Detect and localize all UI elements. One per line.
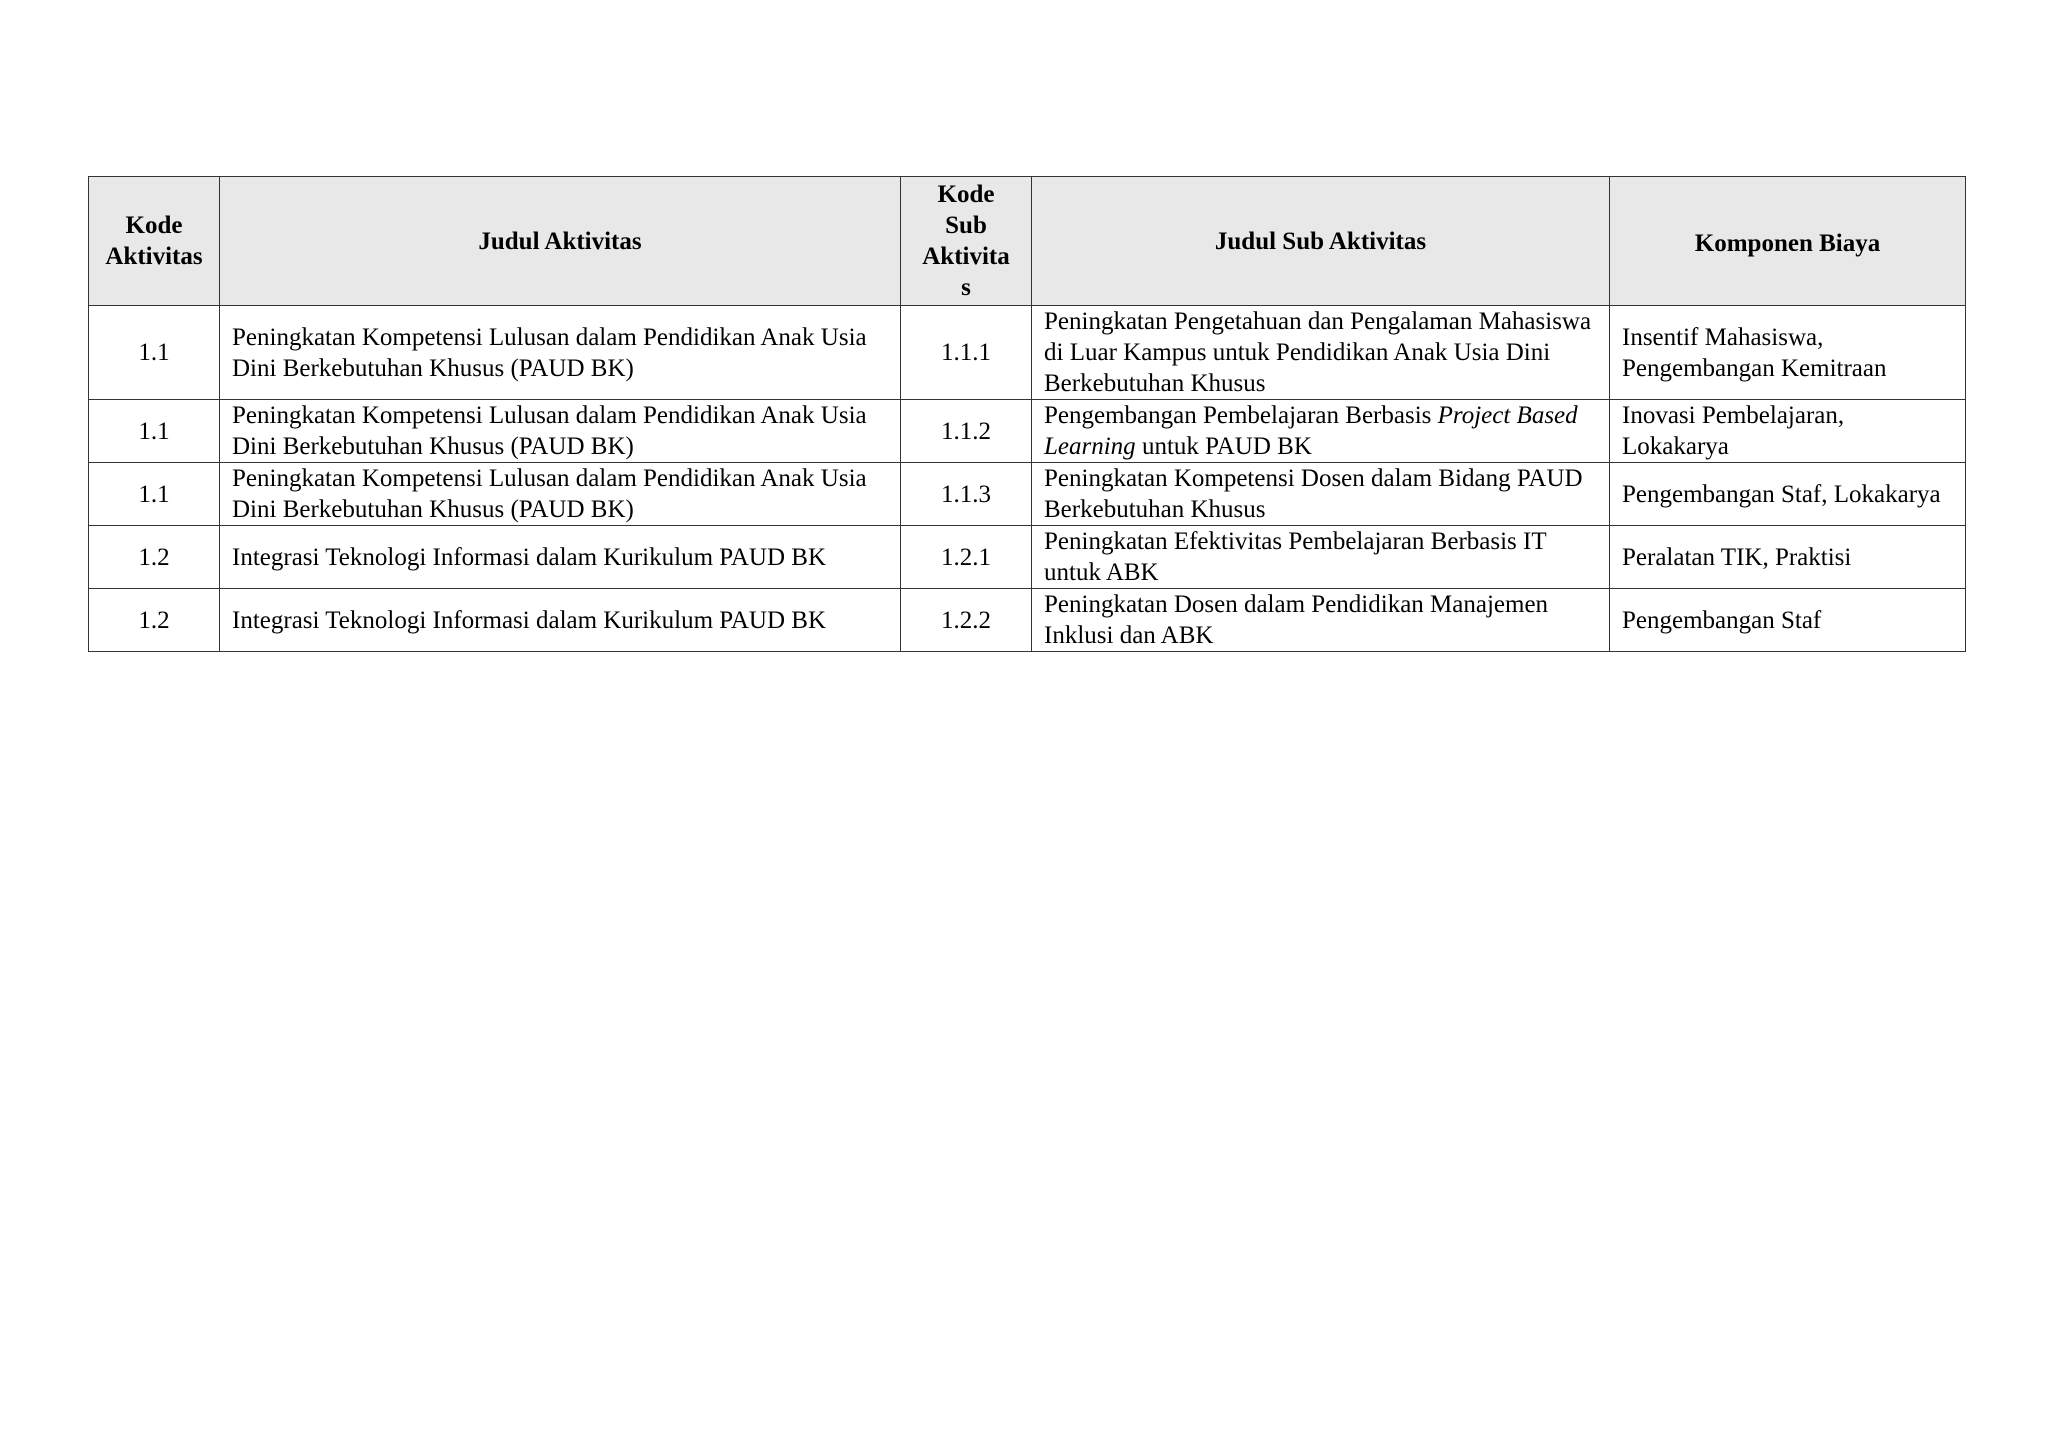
table-row [89,306,1966,400]
table-row [89,463,1966,526]
sub-title-text: Peningkatan Efektivitas Pembelajaran Berbasis IT untuk ABK [1044,528,1547,586]
cell-komponen-biaya: Pengembangan Staf [1610,589,1966,652]
cell-kode-aktivitas: 1.1 [89,463,220,526]
cell-komponen-biaya: Pengembangan Staf, Lokakarya [1610,463,1966,526]
header-kode-sub-line: s [961,274,971,301]
table-row [89,400,1966,463]
header-komponen-biaya: Komponen Biaya [1610,177,1966,306]
sub-title-text: Peningkatan Pengetahuan dan Pengalaman Mahasiswa di Luar Kampus untuk Pendidikan Anak Usia Dini Berkebutuhan Khusus [1044,308,1592,397]
header-kode-sub-line: Aktivita [922,243,1010,270]
cell-judul-sub-aktivitas [1032,589,1610,652]
header-kode-sub-line: Kode [937,181,995,208]
cell-komponen-biaya: Insentif Mahasiswa, Pengembangan Kemitraan [1610,306,1966,400]
cell-kode-sub-aktivitas: 1.1.3 [901,463,1032,526]
cell-kode-sub-aktivitas: 1.1.1 [901,306,1032,400]
sub-title-text: Pengembangan Pembelajaran Berbasis [1044,402,1438,429]
table-row [89,526,1966,589]
cell-kode-aktivitas: 1.2 [89,589,220,652]
cell-judul-sub-aktivitas [1032,463,1610,526]
cell-judul-aktivitas: Integrasi Teknologi Informasi dalam Kurikulum PAUD BK [220,526,901,589]
cell-judul-aktivitas: Integrasi Teknologi Informasi dalam Kurikulum PAUD BK [220,589,901,652]
table-header-row [89,177,1966,306]
cell-kode-sub-aktivitas: 1.2.1 [901,526,1032,589]
cell-kode-aktivitas: 1.1 [89,400,220,463]
header-judul-sub-aktivitas: Judul Sub Aktivitas [1032,177,1610,306]
sub-title-text: Peningkatan Kompetensi Dosen dalam Bidang PAUD Berkebutuhan Khusus [1044,465,1583,523]
cell-judul-sub-aktivitas [1032,400,1610,463]
sub-title-text: Peningkatan Dosen dalam Pendidikan Manajemen Inklusi dan ABK [1044,591,1549,649]
cell-judul-sub-aktivitas [1032,526,1610,589]
cell-komponen-biaya: Inovasi Pembelajaran, Lokakarya [1610,400,1966,463]
header-kode-sub-line: Sub [945,212,987,239]
activity-table [88,176,1966,652]
header-kode-sub-aktivitas [901,177,1032,306]
cell-kode-aktivitas: 1.2 [89,526,220,589]
cell-kode-aktivitas: 1.1 [89,306,220,400]
cell-judul-aktivitas: Peningkatan Kompetensi Lulusan dalam Pendidikan Anak Usia Dini Berkebutuhan Khusus (PAUD BK) [220,400,901,463]
cell-judul-aktivitas: Peningkatan Kompetensi Lulusan dalam Pendidikan Anak Usia Dini Berkebutuhan Khusus (PAUD BK) [220,306,901,400]
header-kode-aktivitas: Kode Aktivitas [89,177,220,306]
cell-judul-aktivitas: Peningkatan Kompetensi Lulusan dalam Pendidikan Anak Usia Dini Berkebutuhan Khusus (PAUD BK) [220,463,901,526]
sub-title-italic: Project Based Learning [1044,402,1578,460]
cell-komponen-biaya: Peralatan TIK, Praktisi [1610,526,1966,589]
cell-kode-sub-aktivitas: 1.2.2 [901,589,1032,652]
table-row [89,589,1966,652]
cell-judul-sub-aktivitas [1032,306,1610,400]
cell-kode-sub-aktivitas: 1.1.2 [901,400,1032,463]
sub-title-text-2: untuk PAUD BK [1135,433,1312,460]
header-judul-aktivitas: Judul Aktivitas [220,177,901,306]
